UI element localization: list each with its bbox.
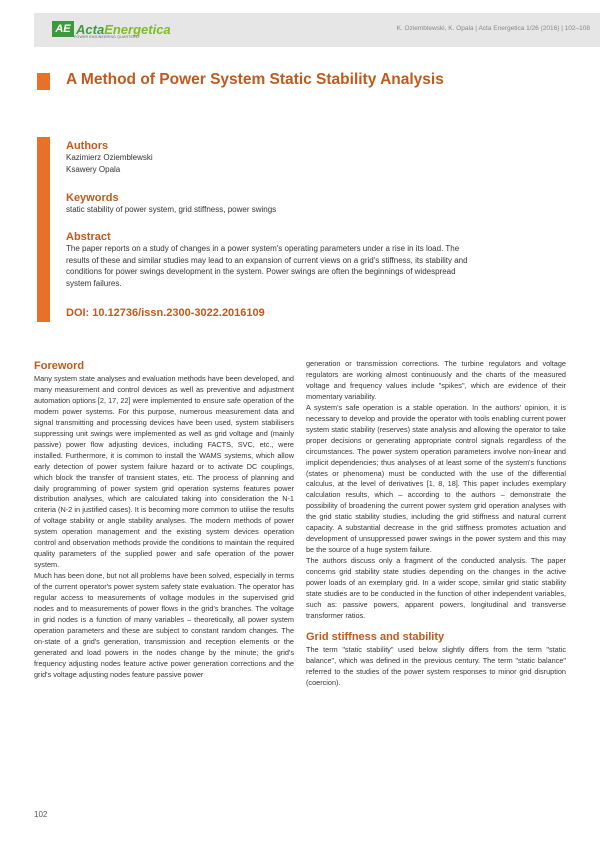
doi-link[interactable]: DOI: 10.12736/issn.2300-3022.2016109: [66, 307, 265, 319]
keywords-section: [66, 192, 576, 216]
author-name: Kazimierz Oziemblewski: [66, 153, 153, 162]
logo-mark: AE: [52, 21, 74, 37]
abstract-text: The paper reports on a study of changes in a power system's operating parameters under a rise in its load. The results of these and similar studies may lead to an expansion of current views on a grid's stiffness, its stability and conditions for power swings development in the system. Power swings are often the beginnings of widespread system failures.: [66, 244, 468, 289]
logo-text: [76, 23, 171, 36]
paragraph: Much has been done, but not all problems have been solved, especially in terms of the current operator's power system safety state evaluation. The operator has regular access to measurements of voltage modules in the supervised grid nodes and to measurements of power flows in the grid's branches. The voltage in grid nodes is a function of many variables – theoretically, all power system operation parameters and these are subject to constant random changes. The on-state of a grid's generation, transmission and reception elements or the generated and load powers in the nodes change by the minute; the grid's frequency adjusting nodes feature active power generation corrections and the grid's voltage adjusting nodes feature passive power: [34, 571, 294, 679]
authors-section: [66, 140, 576, 176]
page-number: 102: [34, 810, 48, 819]
abstract-heading: Abstract: [66, 231, 111, 243]
logo-text-acta: Acta: [76, 21, 105, 37]
paragraph: The authors discuss only a fragment of the conducted analysis. The paper concerns grid stability state studies depending on the changes in the active power loads of an exemplary grid. In a wider scope, similar grid static stability state studies are to be conducted in the function of other independent variables, such as: passive powers, apparent powers, longitudinal and transverse transformer ratios.: [306, 556, 566, 620]
paragraph: Many system state analyses and evaluation methods have been developed, and many measurement and control devices as well as preventive and adjustment automation options [2, 17, 22] were implemented to ensure safe operation of the modern power systems. For this purpose, numerous measurement data and signal transmitting and processing devices have been used, system stabilisers suppressing unit swings were implemented as well as grid voltage and (mainly passive) power flow adjusting devices, including FACTS, SVC, etc., were installed. Furthermore, it is common to install the WAMS systems, which allow early detection of power system failure hazard or to activate DC couplings, which block the transfer of transient states, etc. The process of planning and daily programming of power system grid operation systems features power distribution analyses, which are calculated taking into consideration the N-1 criteria (N-2 in justified cases). It is becoming more common to utilise the results of voltage stability or angle stability analyses. The modern methods of power system operation management and the existing system devices operation control and observation methods provide the conditions to maintain the required quality parameters of the supplied power and safe operation of the power system.: [34, 374, 294, 570]
right-column: [306, 359, 566, 689]
metadata-accent-bar: [37, 137, 50, 322]
author-name: Ksawery Opala: [66, 165, 121, 174]
left-column: [34, 360, 294, 681]
paper-title: A Method of Power System Static Stability Analysis: [66, 71, 444, 88]
keywords-heading: Keywords: [66, 192, 119, 204]
journal-header: [34, 13, 600, 47]
keywords-text: static stability of power system, grid stiffness, power swings: [66, 205, 277, 214]
logo-text-energetica: Energetica: [104, 21, 171, 37]
authors-heading: Authors: [66, 140, 109, 152]
logo-subtitle: POWER ENGINEERING QUARTERLY: [74, 35, 141, 39]
grid-stiffness-heading: Grid stiffness and stability: [306, 630, 445, 643]
paragraph: generation or transmission corrections. The turbine regulators and voltage regulators are working almost continuously and the charts of the measured voltage and frequency values include "spikes", which are evidence of their momentary variability.: [306, 359, 566, 401]
foreword-heading: Foreword: [34, 360, 85, 372]
citation: K. Oziemblewski, K. Opala | Acta Energetica 1/26 (2016) | 102–108: [396, 25, 590, 32]
paragraph: The term "static stability" used below slightly differs from the term "static balance", which was defined in the previous century. The term "static balance" referred to the studies of the power system responses to minor grid disruption (coercion).: [306, 644, 566, 687]
abstract-section: [66, 231, 576, 290]
paragraph: A system's safe operation is a stable operation. In the authors' opinion, it is necessary to develop and provide the operator with tools enabling current power system static stability (reserves) state analysis and allowing the operator to take proper decisions or generating appropriate control signals regardless of the circumstances. The power system operation parameters involve non-linear and implicit dependencies; thus analyses of at least some of the system's functions (states or phenomena) must be conducted with the use of the differential calculus, at the level of derivatives [1, 8, 18]. This paper includes exemplary calculation results, which – according to the authors – demonstrate the possibility of broadening the current power system grid operation analyses with the grid static stability studies, including the grid stiffness and natural current capacity. A substantial decrease in the grid stiffness promotes actuation and development of unsuppressed power swings in the power system and this may be the source of a huge system failure.: [306, 402, 566, 555]
title-accent-bar: [37, 73, 50, 90]
